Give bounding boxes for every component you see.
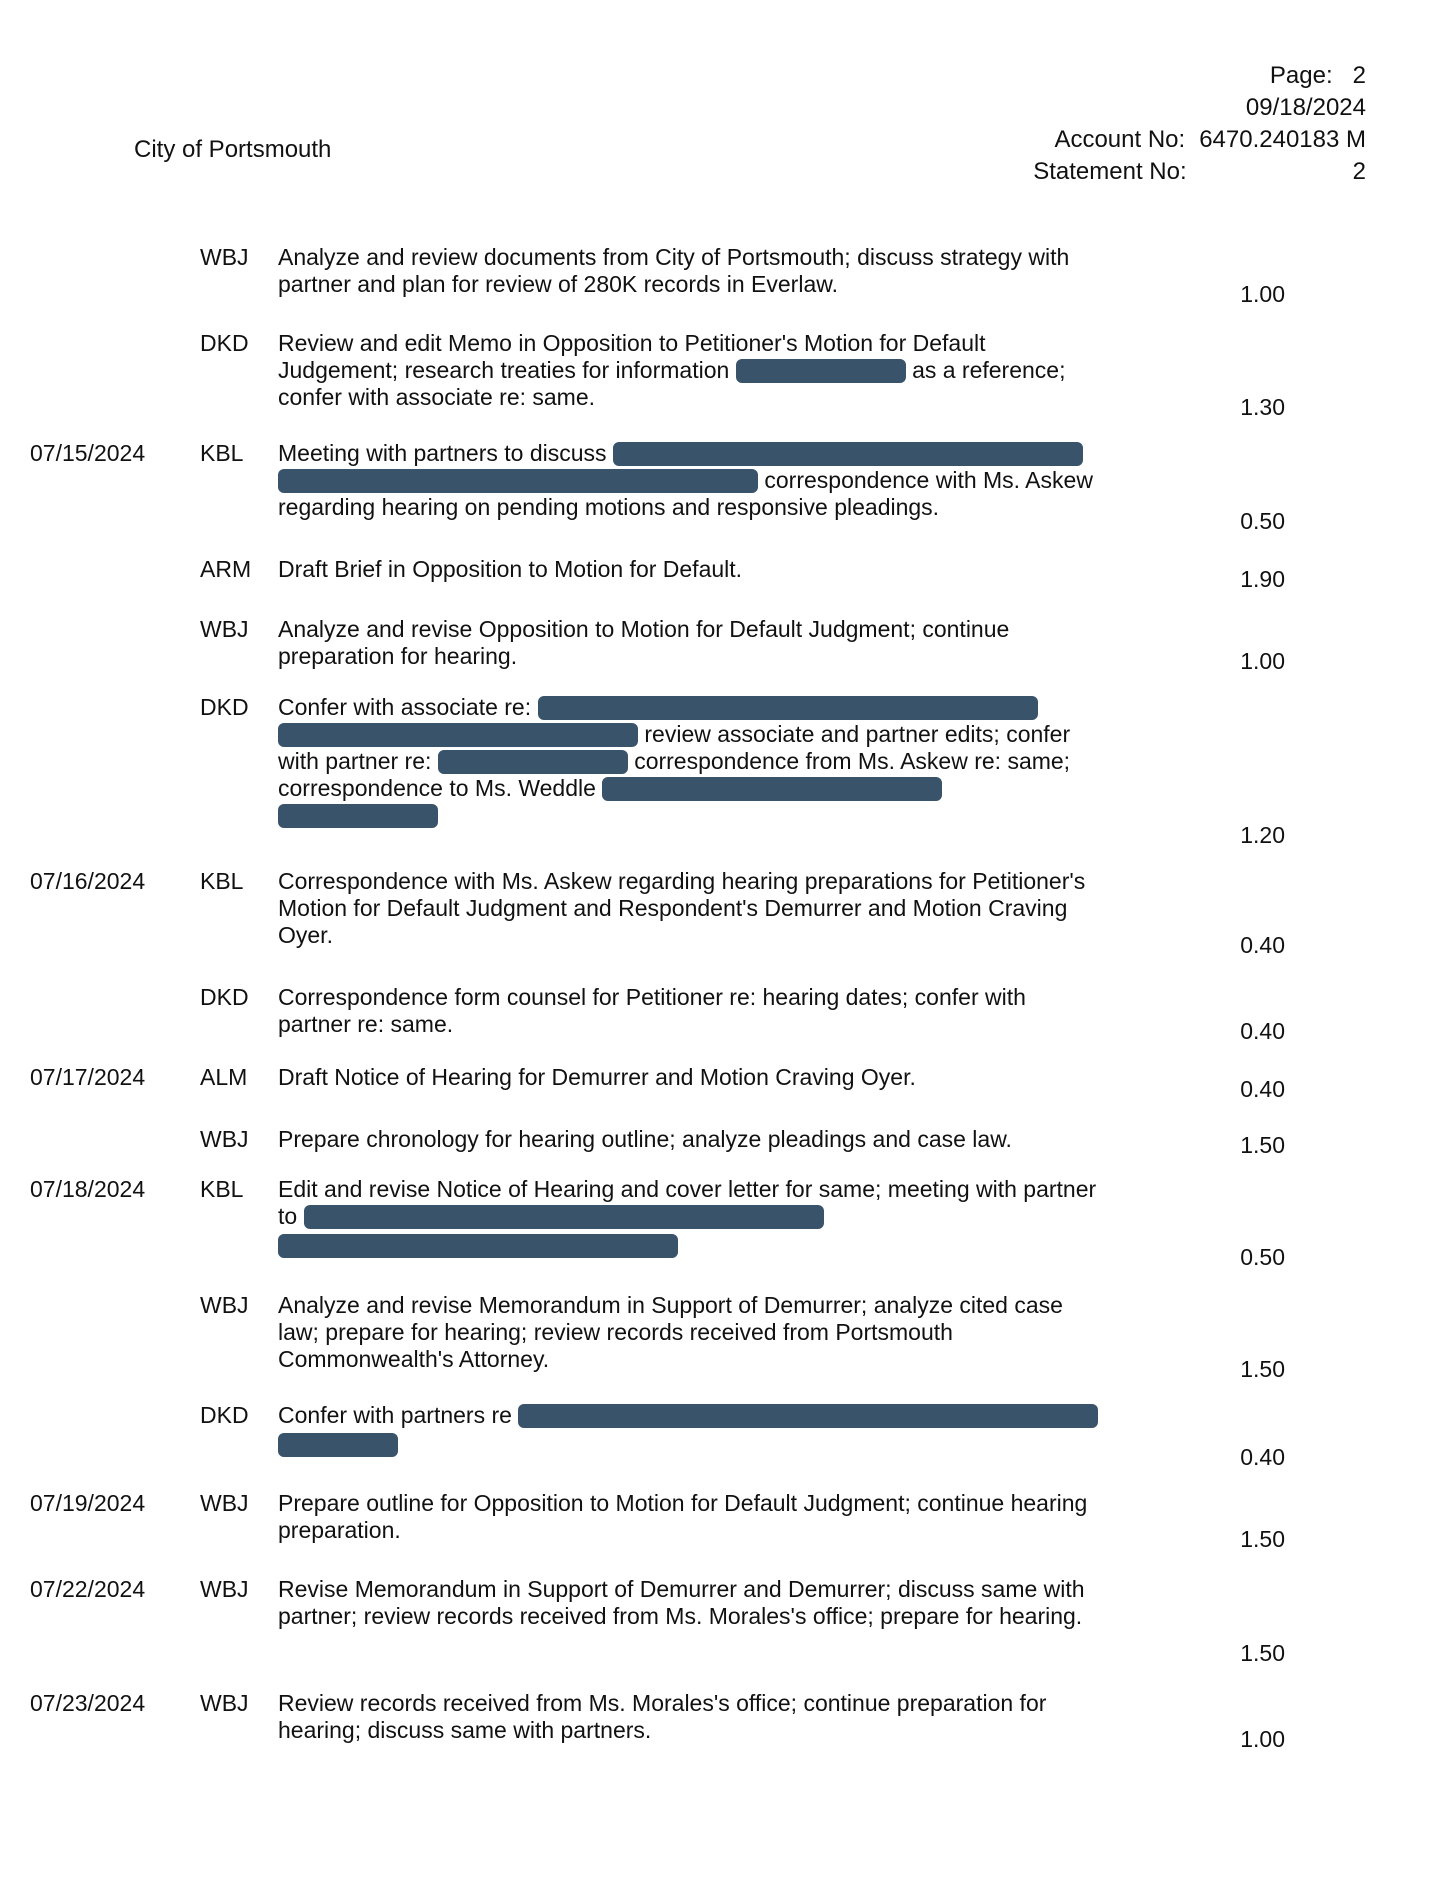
entry-hours: 0.40	[1240, 932, 1285, 958]
entry-hours: 0.50	[1240, 508, 1285, 534]
description-part: review associate and partner edits; confer with partner re:	[278, 721, 1071, 774]
entry-timekeeper: DKD	[200, 1402, 249, 1428]
entry-timekeeper: WBJ	[200, 616, 249, 642]
entry-description	[278, 694, 1100, 829]
redaction-mark	[304, 1205, 824, 1229]
account-value: 6470.240183 M	[1199, 126, 1366, 153]
entry-timekeeper: KBL	[200, 440, 244, 466]
redaction-mark	[278, 804, 438, 828]
redaction-mark	[613, 442, 1083, 466]
entry-hours: 0.50	[1240, 1244, 1285, 1270]
entry-hours: 0.40	[1240, 1018, 1285, 1044]
page-value: 2	[1352, 62, 1366, 89]
entry-timekeeper: WBJ	[200, 1690, 249, 1716]
entry-date: 07/16/2024	[30, 868, 146, 894]
entry-hours: 1.50	[1240, 1640, 1285, 1666]
entry-hours: 0.40	[1240, 1444, 1285, 1470]
entry-description: Draft Brief in Opposition to Motion for Default.	[278, 556, 743, 582]
entry-timekeeper: WBJ	[200, 244, 249, 270]
redaction-mark	[278, 723, 638, 747]
statement-date: 09/18/2024	[1245, 94, 1366, 121]
account-row	[946, 124, 1366, 156]
entry-date: 07/17/2024	[30, 1064, 146, 1090]
entry-hours: 1.20	[1240, 822, 1285, 848]
entry-date: 07/18/2024	[30, 1176, 146, 1202]
description-part: Confer with partners re	[278, 1402, 512, 1428]
description-part: Meeting with partners to discuss	[278, 440, 607, 466]
entry-description: Prepare chronology for hearing outline; analyze pleadings and case law.	[278, 1126, 1012, 1152]
entry-hours: 1.00	[1240, 648, 1285, 674]
description-part: as a reference; confer with associate re: same.	[278, 357, 1066, 410]
statement-row	[946, 156, 1366, 188]
entry-timekeeper: KBL	[200, 868, 244, 894]
entry-timekeeper: DKD	[200, 984, 249, 1010]
entry-timekeeper: KBL	[200, 1176, 244, 1202]
entry-description: Analyze and revise Opposition to Motion for Default Judgment; continue preparation for hearing.	[278, 616, 1010, 669]
entry-hours: 0.40	[1240, 1076, 1285, 1102]
entry-timekeeper: WBJ	[200, 1292, 249, 1318]
entry-description: Correspondence form counsel for Petitioner re: hearing dates; confer with partner re: same.	[278, 984, 1026, 1037]
entry-description: Analyze and revise Memorandum in Support of Demurrer; analyze cited case law; prepare for hearing; review records received from Portsmouth Commonwealth's Attorney.	[278, 1292, 1063, 1372]
entry-description: Correspondence with Ms. Askew regarding hearing preparations for Petitioner's Motion for Default Judgment and Respondent's Demurrer and Motion Craving Oyer.	[278, 868, 1086, 948]
description-part: Edit and revise Notice of Hearing and cover letter for same; meeting with partner to	[278, 1176, 1097, 1229]
entry-timekeeper: ARM	[200, 556, 252, 582]
statement-label: Statement No:	[1033, 158, 1187, 185]
redaction-mark	[736, 359, 906, 383]
entry-description	[278, 440, 1100, 521]
entry-description	[278, 1176, 1100, 1258]
entry-timekeeper: WBJ	[200, 1490, 249, 1516]
account-label: Account No:	[1054, 126, 1186, 153]
statement-header	[946, 60, 1366, 188]
entry-date: 07/19/2024	[30, 1490, 146, 1516]
entry-timekeeper: WBJ	[200, 1126, 249, 1152]
page-label: Page:	[1269, 62, 1333, 89]
redaction-mark	[438, 750, 628, 774]
entry-hours: 1.90	[1240, 566, 1285, 592]
description-part: correspondence with Ms. Askew regarding hearing on pending motions and responsive pleadings.	[278, 467, 1093, 520]
description-part: Review and edit Memo in Opposition to Petitioner's Motion for Default Judgement; research treaties for information	[278, 330, 986, 383]
redaction-mark	[278, 1234, 678, 1258]
entry-description: Review records received from Ms. Morales's office; continue preparation for hearing; discuss same with partners.	[278, 1690, 1047, 1743]
entry-description	[278, 1402, 1100, 1457]
entry-timekeeper: DKD	[200, 694, 249, 720]
redaction-mark	[518, 1404, 1098, 1428]
entry-date: 07/22/2024	[30, 1576, 146, 1602]
entry-hours: 1.00	[1240, 1726, 1285, 1752]
entry-description: Draft Notice of Hearing for Demurrer and Motion Craving Oyer.	[278, 1064, 916, 1090]
entry-hours: 1.50	[1240, 1132, 1285, 1158]
entry-hours: 1.50	[1240, 1356, 1285, 1382]
redaction-mark	[538, 696, 1038, 720]
entry-hours: 1.30	[1240, 394, 1285, 420]
entry-description: Revise Memorandum in Support of Demurrer and Demurrer; discuss same with partner; review records received from Ms. Morales's office; prepare for hearing.	[278, 1576, 1085, 1629]
entry-date: 07/15/2024	[30, 440, 146, 466]
redaction-mark	[278, 1433, 398, 1457]
statement-value: 2	[1352, 158, 1366, 185]
date-row	[946, 92, 1366, 124]
entry-timekeeper: ALM	[200, 1064, 248, 1090]
entry-description: Prepare outline for Opposition to Motion for Default Judgment; continue hearing preparation.	[278, 1490, 1088, 1543]
redaction-mark	[278, 469, 758, 493]
entry-date: 07/23/2024	[30, 1690, 146, 1716]
entry-description: Analyze and review documents from City of Portsmouth; discuss strategy with partner and plan for review of 280K records in Everlaw.	[278, 244, 1070, 297]
entry-timekeeper: DKD	[200, 330, 249, 356]
entry-hours: 1.00	[1240, 281, 1285, 307]
redaction-mark	[602, 777, 942, 801]
description-part: Confer with associate re:	[278, 694, 532, 720]
description-part: correspondence from Ms. Askew re: same; correspondence to Ms. Weddle	[278, 748, 1071, 801]
entry-description	[278, 330, 1100, 411]
client-name: City of Portsmouth	[134, 136, 332, 163]
entry-timekeeper: WBJ	[200, 1576, 249, 1602]
page-row	[946, 60, 1366, 92]
entry-hours: 1.50	[1240, 1526, 1285, 1552]
